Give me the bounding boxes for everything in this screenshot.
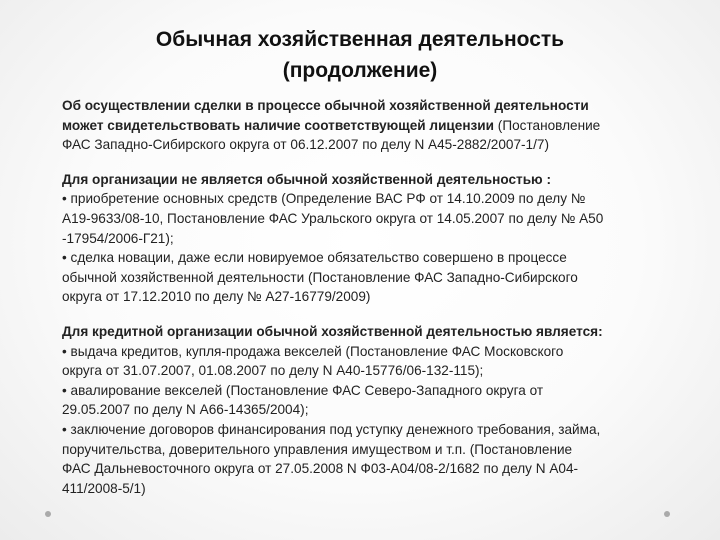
paragraph-credit-org-line: ФАС Дальневосточного округа от 27.05.2008 N Ф03-А04/08-2/1682 по делу N А04- [62, 461, 579, 477]
paragraph-credit-org-line: • заключение договоров финансирования под уступку денежного требования, займа, [62, 421, 601, 437]
paragraph-credit-org-line: поручительства, доверительного управления имуществом и т.п. (Постановление [62, 441, 573, 457]
paragraph-credit-org-line: округа от 31.07.2007, 01.08.2007 по делу N А40-15776/06-132-115); [62, 363, 484, 379]
paragraph-credit-org-heading: Для кредитной организации обычной хозяйственной деятельностью является: [62, 323, 603, 339]
paragraph-not-ordinary-line: А19-9633/08-10, Постановление ФАС Уральского округа от 14.05.2007 по делу № А50 [62, 210, 604, 226]
decorative-dot-right [664, 511, 670, 517]
slide-body [62, 96, 702, 498]
paragraph-license-line-3: ФАС Западно-Сибирского округа от 06.12.2007 по делу N А45-2882/2007-1/7) [62, 137, 549, 153]
paragraph-credit-org-line: 29.05.2007 по делу N А66-14365/2004); [62, 402, 309, 418]
paragraph-credit-org-line: • выдача кредитов, купля-продажа векселей (Постановление ФАС Московского [62, 343, 564, 359]
paragraph-not-ordinary-line: -17954/2006-Г21); [62, 230, 174, 246]
paragraph-license [62, 96, 702, 155]
paragraph-not-ordinary-line: округа от 17.12.2010 по делу № А27-16779/2009) [62, 289, 371, 305]
paragraph-license-line-2 [62, 116, 702, 136]
decorative-dot-left [45, 511, 51, 517]
paragraph-credit-org [62, 322, 702, 498]
slide-title [60, 24, 660, 86]
paragraph-not-ordinary-line: обычной хозяйственной деятельности (Постановление ФАС Западно-Сибирского [62, 269, 578, 285]
paragraph-not-ordinary-line: • приобретение основных средств (Определение ВАС РФ от 14.10.2009 по делу № [62, 191, 586, 207]
paragraph-license-citation-start: (Постановление [494, 117, 601, 133]
slide-title-line-1: Обычная хозяйственная деятельность [155, 28, 565, 51]
paragraph-credit-org-line: • авалирование векселей (Постановление ФАС Северо-Западного округа от [62, 382, 544, 398]
paragraph-not-ordinary [62, 170, 702, 307]
paragraph-credit-org-line: 411/2008-5/1) [62, 480, 146, 496]
paragraph-license-bold-text: может свидетельствовать наличие соответствующей лицензии [62, 117, 495, 133]
slide-title-line-2: (продолжение) [282, 59, 438, 82]
paragraph-license-line-1: Об осуществлении сделки в процессе обычной хозяйственной деятельности [62, 98, 589, 113]
paragraph-not-ordinary-line: • сделка новации, даже если новируемое обязательство совершено в процессе [62, 250, 567, 266]
paragraph-not-ordinary-heading: Для организации не является обычной хозяйственной деятельностью : [62, 171, 551, 187]
